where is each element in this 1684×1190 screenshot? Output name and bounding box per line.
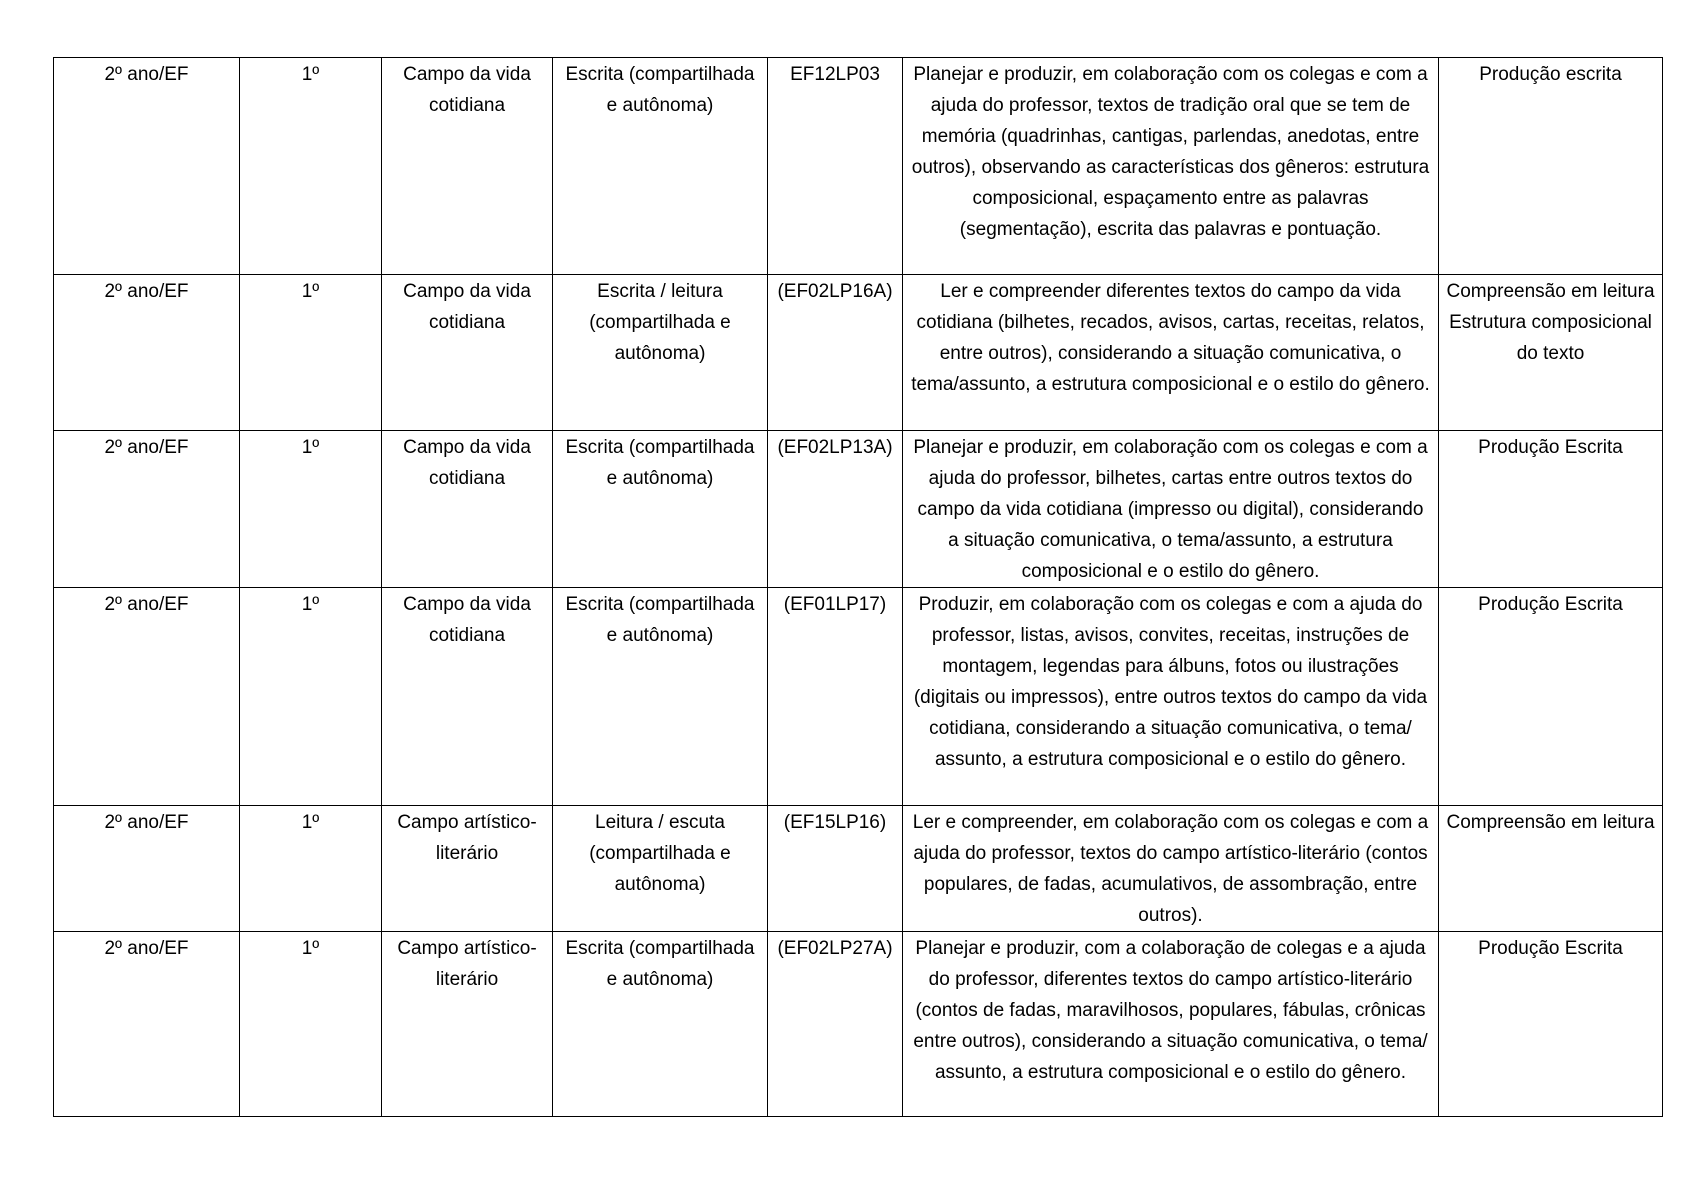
pratica-cell: Escrita (compartilhada e autônoma) (553, 58, 768, 275)
objeto-cell: Produção Escrita (1439, 588, 1663, 806)
campo-cell: Campo da vida cotidiana (382, 431, 553, 588)
pratica-cell: Escrita (compartilhada e autônoma) (553, 431, 768, 588)
bimestre-cell: 1º (240, 58, 382, 275)
ano-cell: 2º ano/EF (54, 275, 240, 431)
habilidade-cell: Planejar e produzir, em colaboração com os colegas e com a ajuda do professor, textos de tradição oral que se tem de memória (quadrinhas, cantigas, parlendas, anedotas, entre outros), observando as características dos gêneros: estrutura composicional, espaçamento entre as palavras (segmentação), escrita das palavras e pontuação. (903, 58, 1439, 275)
objeto-cell: Produção escrita (1439, 58, 1663, 275)
codigo-cell: (EF15LP16) (768, 806, 903, 932)
ano-cell: 2º ano/EF (54, 588, 240, 806)
table-row (54, 588, 1663, 806)
table-row (54, 932, 1663, 1117)
habilidade-cell: Planejar e produzir, com a colaboração de colegas e a ajuda do professor, diferentes textos do campo artístico-literário (contos de fadas, maravilhosos, populares, fábulas, crônicas entre outros), considerando a situação comunicativa, o tema/ assunto, a estrutura composicional e o estilo do gênero. (903, 932, 1439, 1117)
table-row (54, 431, 1663, 588)
habilidade-cell: Ler e compreender, em colaboração com os colegas e com a ajuda do professor, textos do campo artístico-literário (contos populares, de fadas, acumulativos, de assombração, entre outros). (903, 806, 1439, 932)
campo-cell: Campo artístico-literário (382, 932, 553, 1117)
pratica-cell: Escrita / leitura (compartilhada e autônoma) (553, 275, 768, 431)
table-row (54, 275, 1663, 431)
curriculum-table (53, 57, 1663, 1117)
bimestre-cell: 1º (240, 431, 382, 588)
codigo-cell: (EF01LP17) (768, 588, 903, 806)
ano-cell: 2º ano/EF (54, 58, 240, 275)
bimestre-cell: 1º (240, 932, 382, 1117)
pratica-cell: Leitura / escuta (compartilhada e autônoma) (553, 806, 768, 932)
ano-cell: 2º ano/EF (54, 932, 240, 1117)
habilidade-cell: Planejar e produzir, em colaboração com os colegas e com a ajuda do professor, bilhetes, cartas entre outros textos do campo da vida cotidiana (impresso ou digital), considerando a situação comunicativa, o tema/assunto, a estrutura composicional e o estilo do gênero. (903, 431, 1439, 588)
campo-cell: Campo da vida cotidiana (382, 588, 553, 806)
objeto-cell: Compreensão em leitura (1439, 806, 1663, 932)
codigo-cell: EF12LP03 (768, 58, 903, 275)
objeto-cell: Produção Escrita (1439, 932, 1663, 1117)
bimestre-cell: 1º (240, 588, 382, 806)
pratica-cell: Escrita (compartilhada e autônoma) (553, 932, 768, 1117)
objeto-cell: Compreensão em leitura Estrutura composicional do texto (1439, 275, 1663, 431)
objeto-cell: Produção Escrita (1439, 431, 1663, 588)
bimestre-cell: 1º (240, 806, 382, 932)
table-row (54, 806, 1663, 932)
ano-cell: 2º ano/EF (54, 806, 240, 932)
codigo-cell: (EF02LP13A) (768, 431, 903, 588)
campo-cell: Campo da vida cotidiana (382, 58, 553, 275)
table-row (54, 58, 1663, 275)
codigo-cell: (EF02LP27A) (768, 932, 903, 1117)
habilidade-cell: Ler e compreender diferentes textos do campo da vida cotidiana (bilhetes, recados, avisos, cartas, receitas, relatos, entre outros), considerando a situação comunicativa, o tema/assunto, a estrutura composicional e o estilo do gênero. (903, 275, 1439, 431)
campo-cell: Campo artístico-literário (382, 806, 553, 932)
bimestre-cell: 1º (240, 275, 382, 431)
campo-cell: Campo da vida cotidiana (382, 275, 553, 431)
codigo-cell: (EF02LP16A) (768, 275, 903, 431)
habilidade-cell: Produzir, em colaboração com os colegas e com a ajuda do professor, listas, avisos, convites, receitas, instruções de montagem, legendas para álbuns, fotos ou ilustrações (digitais ou impressos), entre outros textos do campo da vida cotidiana, considerando a situação comunicativa, o tema/ assunto, a estrutura composicional e o estilo do gênero. (903, 588, 1439, 806)
pratica-cell: Escrita (compartilhada e autônoma) (553, 588, 768, 806)
ano-cell: 2º ano/EF (54, 431, 240, 588)
